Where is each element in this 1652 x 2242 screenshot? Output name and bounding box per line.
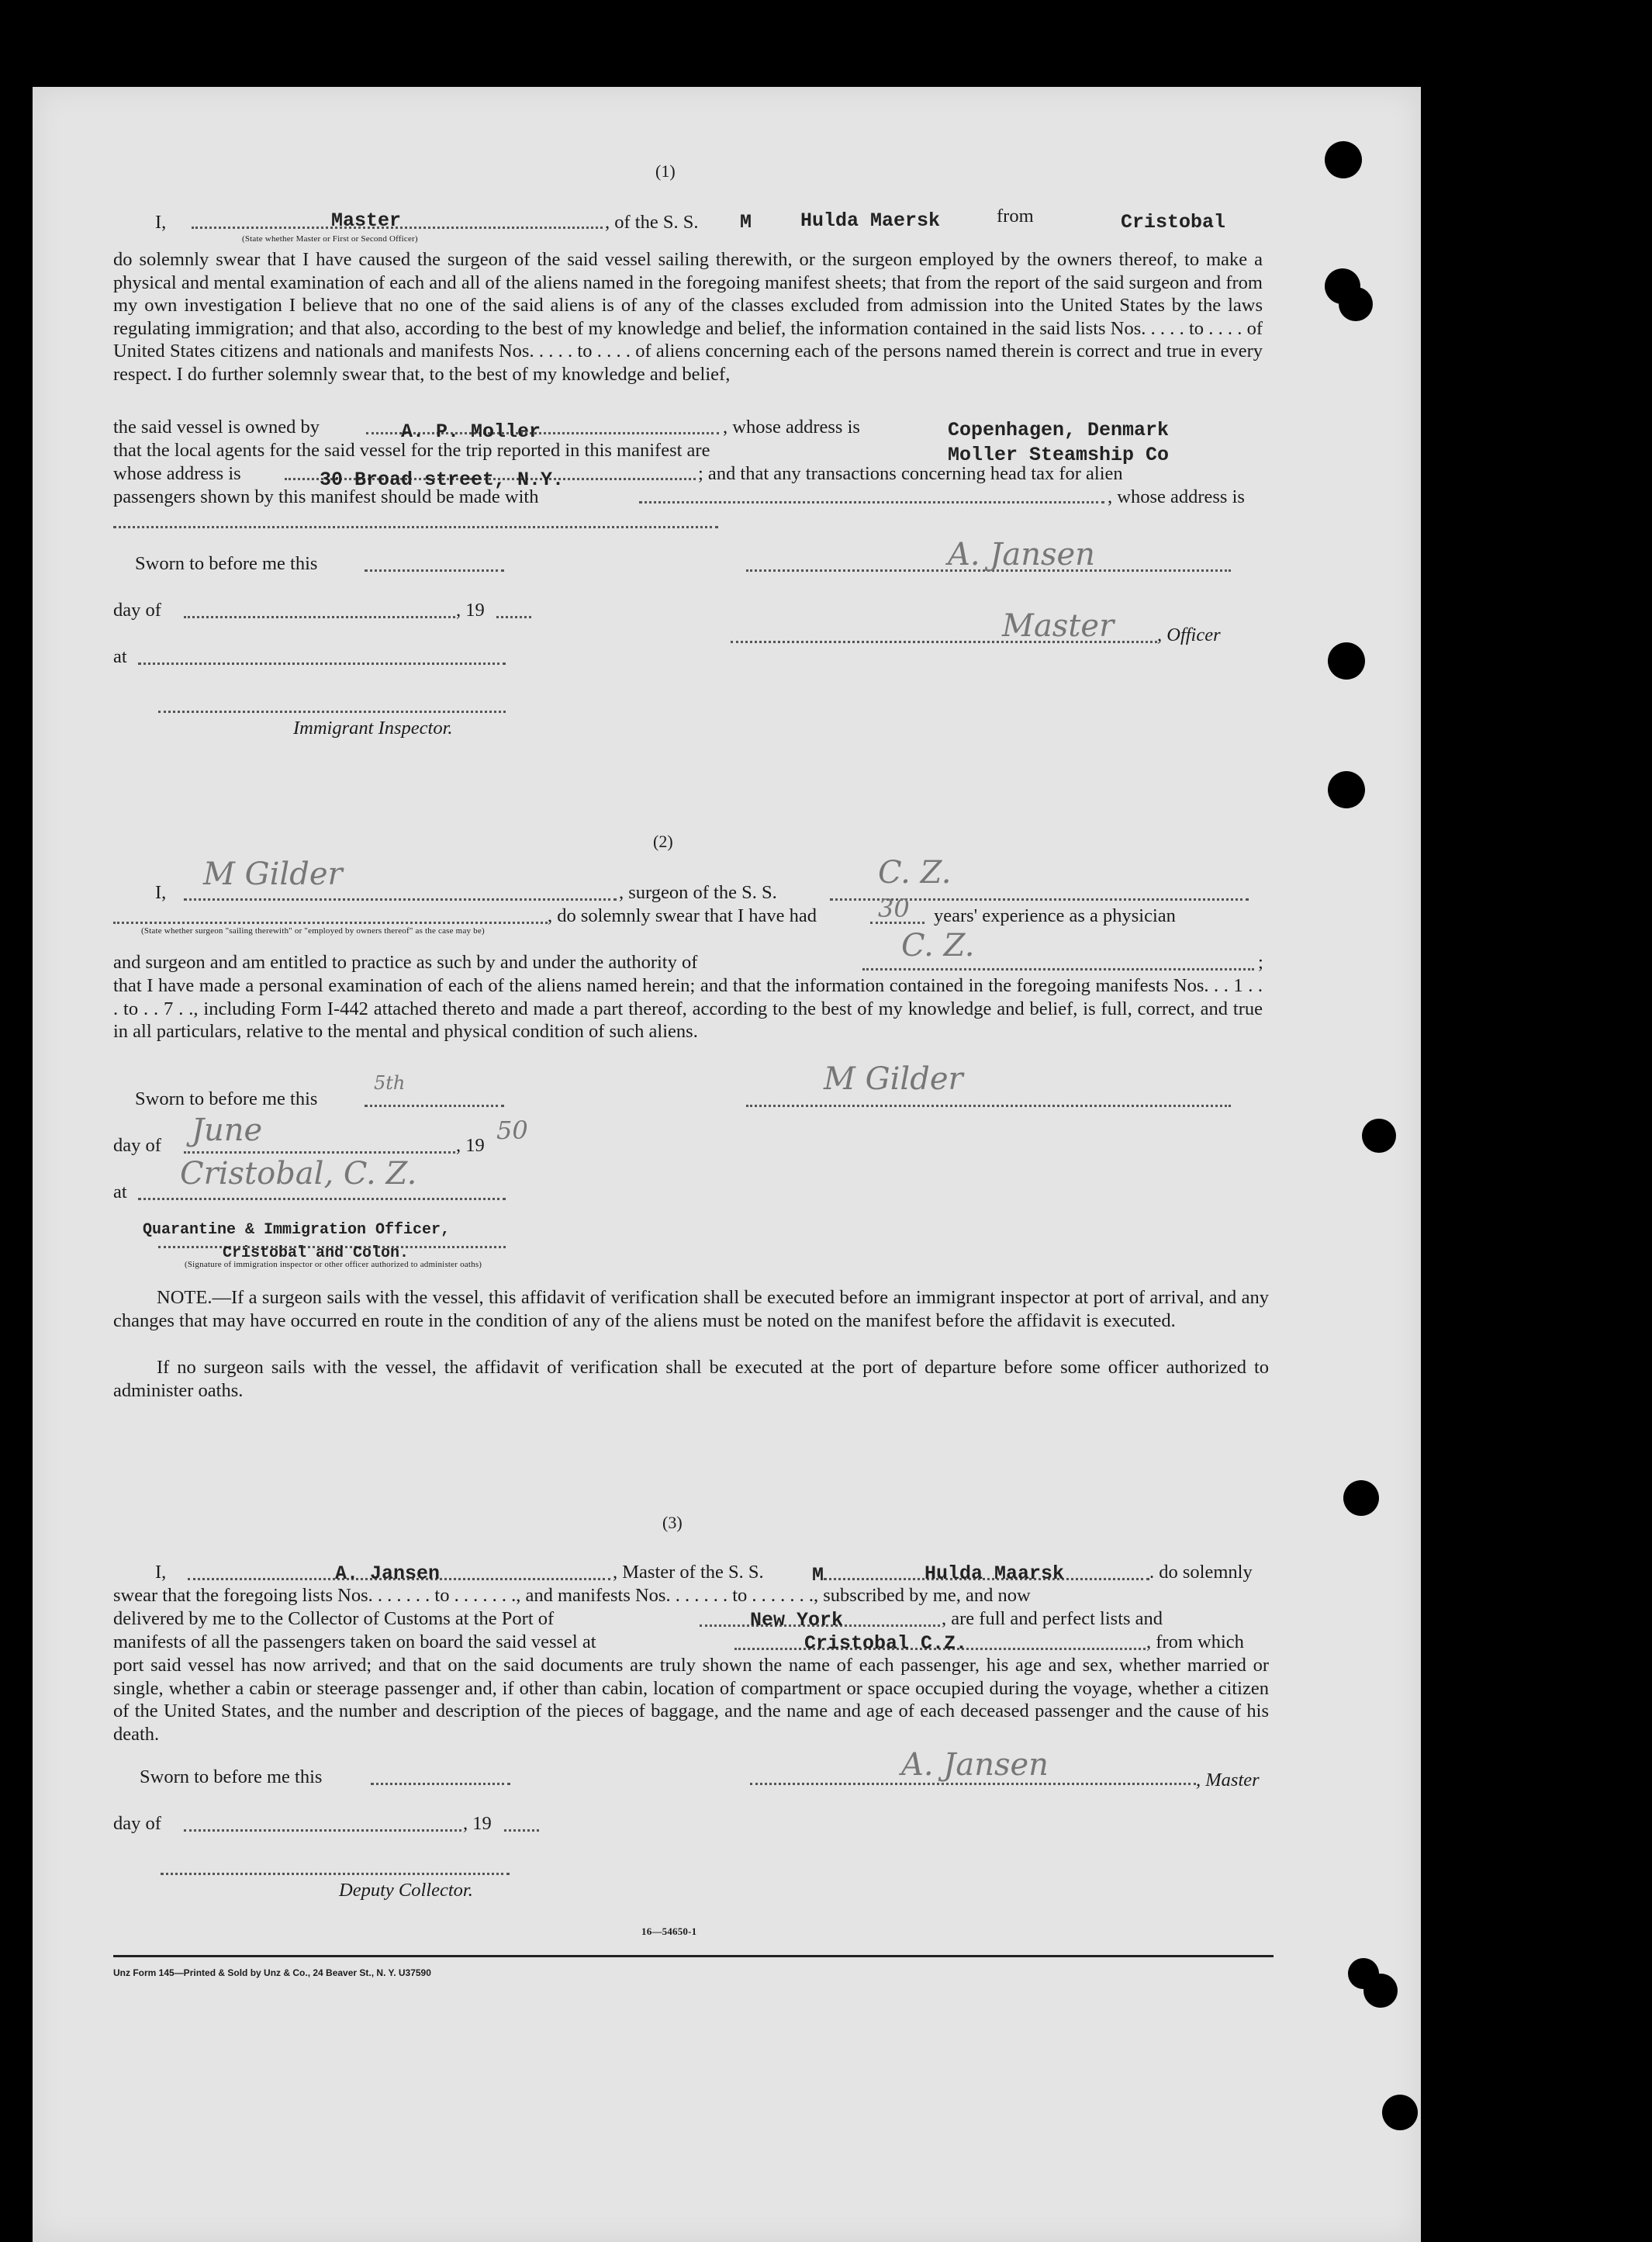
semicolon: ;	[1258, 952, 1263, 973]
s2-stamp-line2: Cristobal and Colon.	[223, 1244, 410, 1262]
s1-i: I,	[155, 212, 167, 233]
s3-port: New York	[750, 1609, 844, 1631]
blank-line	[496, 616, 531, 618]
s1-officer: , Officer	[1157, 625, 1221, 645]
s3-signature: A. Jansen	[901, 1747, 1049, 1783]
s1-agent-address: 30 Broad street, N.Y.	[320, 469, 565, 491]
blank-line	[365, 1105, 504, 1107]
s1-sworn: Sworn to before me this	[135, 553, 318, 574]
blank-line	[639, 501, 1104, 503]
blank-line	[113, 526, 718, 528]
blank-line	[161, 1873, 510, 1875]
blank-line	[184, 898, 617, 901]
s1-transactions: ; and that any transactions concerning head tax for alien	[698, 463, 1123, 484]
section-1-number: (1)	[655, 161, 676, 181]
s2-surgeon-name: M Gilder	[203, 856, 343, 892]
section-2-number: (2)	[653, 832, 673, 851]
s1-body: do solemnly swear that I have caused the surgeon of the said vessel sailing therewith, or the surgeon employed by the owners thereof, to make a physical and mental examination of each and all of the aliens named in the foregoing manifest sheets; that from the report of the said surgeon and from my own investigation I believe that no one of the said aliens is of any of the classes excluded from admission into the United States by the laws regulating immigration; and that also, according to the best of my knowledge and belief, the information contained in the said lists Nos. . . . . to . . . . of United States citizens and nationals and manifests Nos. . . . . to . . . . of aliens concerning each of the persons named therein is correct and true in every respect. I do further solemnly swear that, to the best of my knowledge and belief,	[113, 249, 1263, 385]
s1-year: , 19	[456, 600, 485, 621]
s2-sworn: Sworn to before me this	[135, 1088, 318, 1109]
s3-i: I,	[155, 1562, 167, 1583]
binder-hole	[1343, 1480, 1379, 1516]
blank-line	[138, 1198, 506, 1200]
manifest-page	[33, 87, 1421, 2242]
s2-authority-value: C. Z.	[901, 928, 975, 964]
s2-at-value: Cristobal, C. Z.	[180, 1156, 417, 1192]
s3-day-of: day of	[113, 1813, 161, 1834]
blank-line	[746, 1105, 1231, 1107]
s3-year: , 19	[463, 1813, 492, 1834]
s2-note-2: If no surgeon sails with the vessel, the affidavit of verification shall be executed at the port of departure before some officer authorized to administer oaths.	[113, 1357, 1269, 1401]
s1-at: at	[113, 646, 127, 667]
s2-i: I,	[155, 882, 167, 903]
s3-line-3b: , are full and perfect lists and	[942, 1608, 1163, 1629]
section-3-number: (3)	[662, 1513, 683, 1532]
s2-years: 30	[878, 894, 910, 923]
s1-role-hint: (State whether Master or First or Second Officer)	[242, 234, 418, 244]
s3-line-4b: , from which	[1146, 1631, 1244, 1652]
s2-at: at	[113, 1182, 127, 1202]
blank-line	[365, 569, 504, 572]
s3-line-3a: delivered by me to the Collector of Customs at the Port of	[113, 1608, 555, 1629]
s3-line-4a: manifests of all the passengers taken on board the said vessel at	[113, 1631, 596, 1652]
s1-inspector: Immigrant Inspector.	[293, 718, 453, 739]
blank-line	[750, 1783, 1196, 1785]
binder-hole	[1328, 771, 1365, 808]
s3-sworn: Sworn to before me this	[140, 1766, 323, 1787]
s3-master-of: , Master of the S. S.	[613, 1562, 764, 1583]
s2-ship: C. Z.	[878, 855, 952, 891]
footer-rule	[113, 1955, 1274, 1957]
s1-agent: Moller Steamship Co	[948, 444, 1170, 466]
blank-line	[113, 922, 548, 924]
s3-ship: Hulda Maarsk	[924, 1562, 1065, 1585]
blank-line	[862, 968, 1254, 970]
blank-line	[184, 1829, 461, 1832]
blank-line	[138, 663, 506, 665]
binder-hole	[1325, 141, 1362, 178]
s2-year-value: 50	[496, 1116, 528, 1145]
s3-name: A. Jansen	[335, 1562, 441, 1585]
form-number: 16—54650-1	[641, 1925, 697, 1937]
s1-ship-name: Hulda Maersk	[800, 209, 941, 232]
blank-line	[184, 616, 455, 618]
binder-hole	[1362, 1119, 1396, 1153]
s1-agents: that the local agents for the said vessel for the trip reported in this manifest are	[113, 440, 710, 461]
s2-month: June	[192, 1112, 263, 1148]
s1-ship-prefix: M	[740, 211, 752, 234]
s3-body: port said vessel has now arrived; and that on the said documents are truly shown the name of each passenger, his age and sex, whether married or single, whether a cabin or steerage passenger and, if other than cabin, location of compartment or space occupied during the voyage, whether a citizen of the United States, and the number and description of the pieces of baggage, and the name and age of each deceased passenger and the cause of his death.	[113, 1655, 1269, 1745]
binder-hole	[1363, 1974, 1398, 2008]
s1-whose-addr: whose address is	[113, 463, 241, 484]
s2-surgeon-of: , surgeon of the S. S.	[619, 882, 777, 903]
s1-signature: A. Jansen	[948, 537, 1095, 573]
s1-role-typed: Master	[331, 209, 402, 232]
s2-sworn-day: 5th	[374, 1072, 406, 1094]
s1-owned-by: the said vessel is owned by	[113, 417, 320, 438]
blank-line	[158, 711, 506, 713]
s1-whose-addr2: , whose address is	[1108, 486, 1245, 507]
s1-owner: A. P. Moller	[401, 420, 541, 443]
s2-hint: (State whether surgeon "sailing therewith" or "employed by owners thereof" as the case may be)	[141, 926, 485, 936]
printer-footer: Unz Form 145—Printed & Sold by Unz & Co., 24 Beaver St., N. Y. U37590	[113, 1967, 431, 1978]
s2-swear: , do solemnly swear that I have had	[548, 905, 817, 926]
s3-swear: . do solemnly	[1149, 1562, 1253, 1583]
binder-hole	[1339, 287, 1373, 321]
s3-port-from: Cristobal C.Z.	[804, 1632, 968, 1655]
s3-line-2: swear that the foregoing lists Nos. . . . . . . to . . . . . . ., and manifests Nos. . . . . . . to . . . . . . ., subscribed by me, and now	[113, 1585, 1031, 1606]
s1-of-ss: , of the S. S.	[605, 212, 699, 233]
s1-from: from	[997, 206, 1034, 227]
s2-authority: and surgeon and am entitled to practice as such by and under the authority of	[113, 952, 698, 973]
s3-master: , Master	[1196, 1770, 1260, 1790]
blank-line	[184, 1151, 455, 1154]
s2-day-of: day of	[113, 1135, 161, 1156]
s3-ship-prefix: M	[812, 1564, 824, 1586]
s2-note-1: NOTE.—If a surgeon sails with the vessel, this affidavit of verification shall be executed before an immigrant inspector at port of arrival, and any changes that may have occurred en route in the condition of any of the aliens must be noted on the manifest before the affidavit is executed.	[113, 1287, 1269, 1331]
s2-sig-hint: (Signature of immigration inspector or other officer authorized to administer oaths)	[185, 1260, 482, 1269]
s2-body: that I have made a personal examination of each of the aliens named herein; and that the information contained in the foregoing manifests Nos. . . 1 . . . to . . 7 . ., including Form I-442 attached thereto and made a part thereof, according to the best of my knowledge and belief, is full, correct, and true in all particulars, relative to the mental and physical condition of such aliens.	[113, 975, 1263, 1043]
blank-line	[371, 1783, 510, 1785]
s1-address-is: , whose address is	[723, 417, 860, 438]
s1-signature-title: Master	[1002, 608, 1115, 644]
binder-hole	[1328, 642, 1365, 680]
binder-hole	[1382, 2095, 1418, 2130]
blank-line	[504, 1829, 539, 1832]
s2-stamp-line1: Quarantine & Immigration Officer,	[143, 1221, 451, 1239]
s1-day-of: day of	[113, 600, 161, 621]
s2-years-exp: years' experience as a physician	[934, 905, 1176, 926]
s3-collector: Deputy Collector.	[339, 1880, 473, 1901]
s1-owner-address: Copenhagen, Denmark	[948, 419, 1170, 441]
s1-port-from: Cristobal	[1121, 211, 1226, 234]
s1-passengers: passengers shown by this manifest should be made with	[113, 486, 539, 507]
s2-year: , 19	[456, 1135, 485, 1156]
s2-signature: M Gilder	[824, 1061, 963, 1097]
